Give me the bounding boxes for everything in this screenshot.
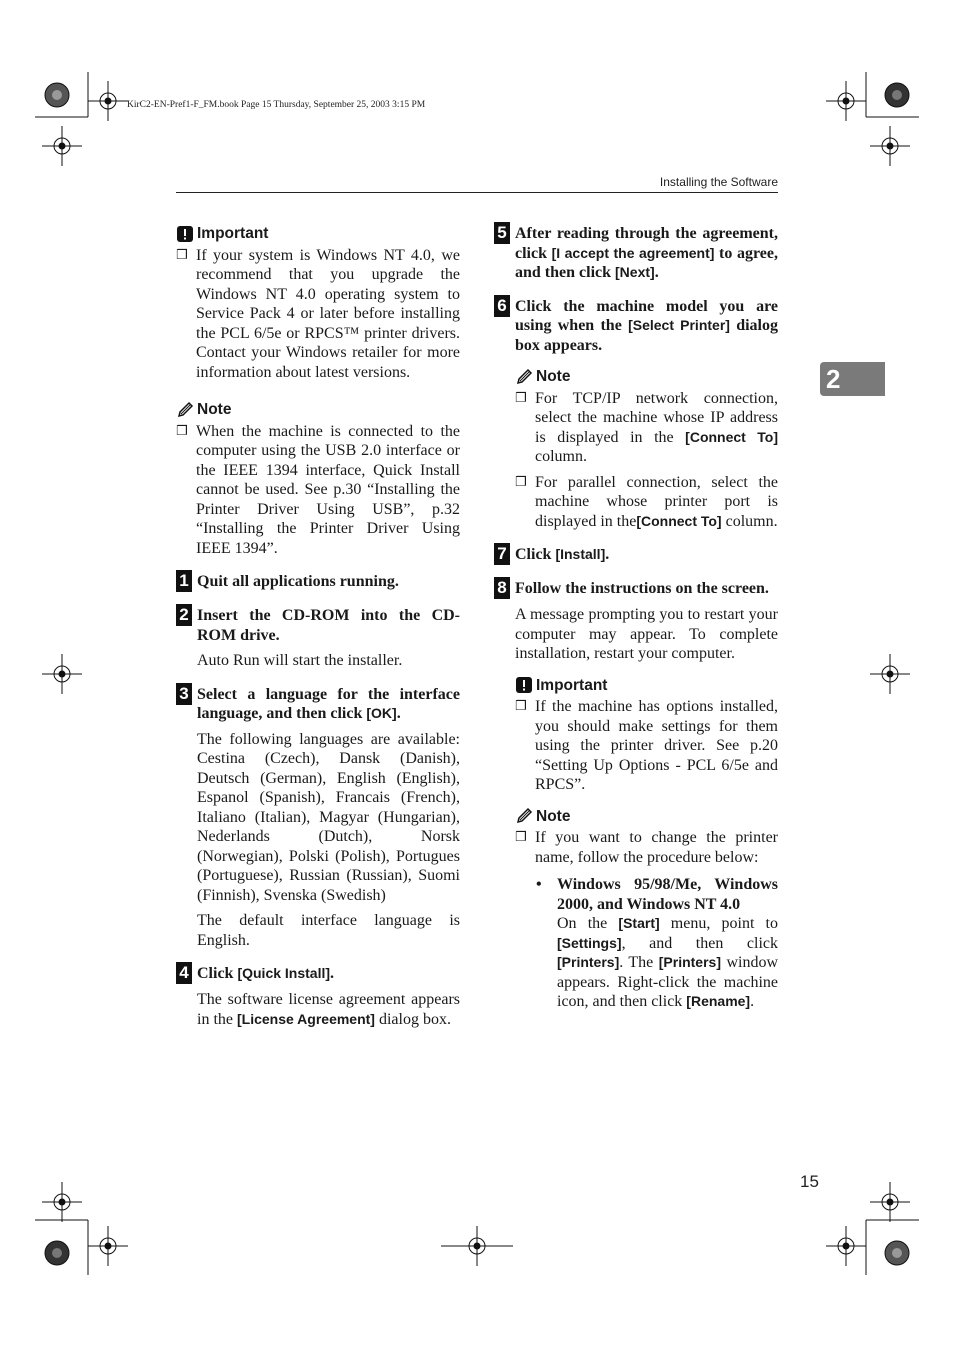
settings-ref: [Settings]: [557, 934, 622, 951]
crosshair-icon: [826, 81, 866, 121]
step-4: 4 Click [Quick Install].: [176, 964, 460, 984]
note-block: [515, 807, 778, 1012]
registration-circle-icon: [882, 80, 912, 110]
step-2: 2 Insert the CD-ROM into the CD-ROM drive.: [176, 606, 460, 645]
crosshair-icon: [870, 126, 910, 166]
list-item: ❒ When the machine is connected to the computer using the USB 2.0 interface or the IEEE 1394 interface, Quick Install cannot be used. See p.30 “Installing the Printer Driver Using USB”, p.32 “Installing the Printer Driver Using IEEE 1394”.: [176, 422, 460, 557]
crosshair-icon: [870, 654, 910, 694]
registration-circle-icon: [42, 1238, 72, 1268]
step-number: 4: [176, 962, 192, 984]
crosshair-icon: [826, 1226, 866, 1266]
step-number: 3: [176, 683, 192, 705]
sub-list-item: [536, 875, 778, 1012]
note-heading: Note: [515, 807, 778, 827]
crosshair-icon: [42, 1182, 82, 1222]
select-printer-ref: [Select Printer]: [628, 317, 730, 333]
step-7: 7 Click [Install].: [494, 545, 778, 565]
list-item: ❒ For TCP/IP network connection, select the machine whose IP address is displayed in the [Connect To] column.: [515, 389, 778, 465]
connect-to-ref: [Connect To]: [685, 428, 778, 445]
ok-button-ref: [OK]: [366, 705, 397, 721]
crosshair-icon: [42, 126, 82, 166]
crosshair-icon: [88, 1226, 128, 1266]
step-body: A message prompting you to restart your computer may appear. To complete installation, restart your computer.: [515, 606, 778, 662]
printers-ref: [Printers]: [557, 954, 620, 970]
checkbox-bullet-icon: ❒: [176, 247, 188, 263]
checkbox-bullet-icon: ❒: [515, 830, 527, 845]
step-number: 5: [494, 222, 510, 244]
important-heading: Important: [176, 224, 460, 244]
checkbox-bullet-icon: ❒: [176, 423, 188, 439]
rename-ref: [Rename]: [686, 993, 751, 1009]
running-header: Installing the Software: [659, 175, 778, 189]
step-number: 7: [494, 543, 510, 565]
checkbox-bullet-icon: ❒: [515, 699, 527, 714]
step-number: 8: [494, 577, 510, 599]
quick-install-ref: [Quick Install]: [237, 965, 331, 981]
checkbox-bullet-icon: ❒: [515, 390, 527, 406]
step-5: 5 After reading through the agreement, click [I accept the agreement] to agree, and then click [Next].: [494, 224, 778, 283]
printers-window-ref: [Printers]: [658, 954, 721, 970]
step-3: 3 Select a language for the interface language, and then click [OK].: [176, 685, 460, 724]
pencil-icon: [176, 401, 194, 419]
step-8: 8 Follow the instructions on the screen.: [494, 579, 778, 599]
install-button-ref: [Install]: [555, 546, 606, 562]
important-block: [515, 676, 778, 795]
step-number: 1: [176, 570, 192, 592]
chapter-tab: 2: [820, 362, 885, 396]
right-column: [494, 210, 778, 1012]
step-number: 6: [494, 295, 510, 317]
important-icon: [176, 225, 194, 243]
print-info: KirC2-EN-Pref1-F_FM.book Page 15 Thursday, September 25, 2003 3:15 PM: [127, 100, 426, 110]
step-6: 6 Click the machine model you are using when the [Select Printer] dialog box appears.: [494, 297, 778, 356]
connect-to-ref: [Connect To]: [636, 512, 722, 529]
list-item: ❒ If you want to change the printer name, follow the procedure below:: [515, 829, 778, 866]
registration-circle-icon: [42, 80, 72, 110]
bullet-dot-icon: •: [536, 876, 542, 893]
crosshair-icon: [441, 1226, 513, 1266]
next-button-ref: [Next]: [615, 264, 655, 280]
registration-circle-icon: [882, 1238, 912, 1268]
list-item: ❒ For parallel connection, select the machine whose printer port is displayed in the[Connect To] column.: [515, 473, 778, 530]
step-number: 2: [176, 604, 192, 626]
step-body: Auto Run will start the installer.: [197, 652, 403, 669]
important-heading: Important: [515, 676, 778, 696]
page-number: 15: [800, 1172, 819, 1191]
sub-item-body: On the [Start] menu, point to [Settings], and then click [Printers]. The [Printers] window appears. Right-click the machine icon, and then click [Rename].: [557, 915, 778, 1010]
list-item: ❒ If your system is Windows NT 4.0, we recommend that you upgrade the Windows NT 4.0 operating system to Service Pack 4 or later before installing the PCL 6/5e or RPCS™ printer drivers. Contact your Windows retailer for more information about latest versions.: [176, 246, 460, 381]
note-heading: Note: [515, 367, 778, 387]
crosshair-icon: [88, 81, 128, 121]
sub-item-title: Windows 95/98/Me, Windows 2000, and Windows NT 4.0: [557, 876, 778, 913]
license-agreement-ref: [License Agreement]: [237, 1010, 375, 1027]
header-rule: [176, 192, 778, 193]
crosshair-icon: [42, 654, 82, 694]
left-column: [176, 224, 460, 1029]
step-body: The default interface language is English.: [197, 912, 460, 949]
list-item: ❒ If the machine has options installed, you should make settings for them using the printer driver. See p.20 “Setting Up Options - PCL 6/5e and RPCS”.: [515, 698, 778, 793]
pencil-icon: [515, 368, 533, 386]
start-menu-ref: [Start]: [618, 915, 660, 931]
pencil-icon: [515, 807, 533, 825]
accept-agreement-ref: [I accept the agreement]: [551, 244, 715, 261]
checkbox-bullet-icon: ❒: [515, 474, 527, 490]
important-icon: [515, 676, 533, 694]
crosshair-icon: [870, 1182, 910, 1222]
step-body: The software license agreement appears in the [License Agreement] dialog box.: [197, 991, 460, 1028]
step-1: 1 Quit all applications running.: [176, 572, 460, 592]
note-heading: Note: [176, 400, 460, 420]
note-block: [515, 367, 778, 531]
step-body: The following languages are available: Cestina (Czech), Dansk (Danish), Deutsch (German), English (English), Espanol (Spanish), Francais (French), Italiano (Italian), Magyar (Hungarian), Nederlands (Dutch), Norsk (Norwegian), Polski (Polish), Portugues (Portuguese), Russian (Russian), Suomi (Finnish), Svenska (Swedish): [197, 730, 460, 904]
